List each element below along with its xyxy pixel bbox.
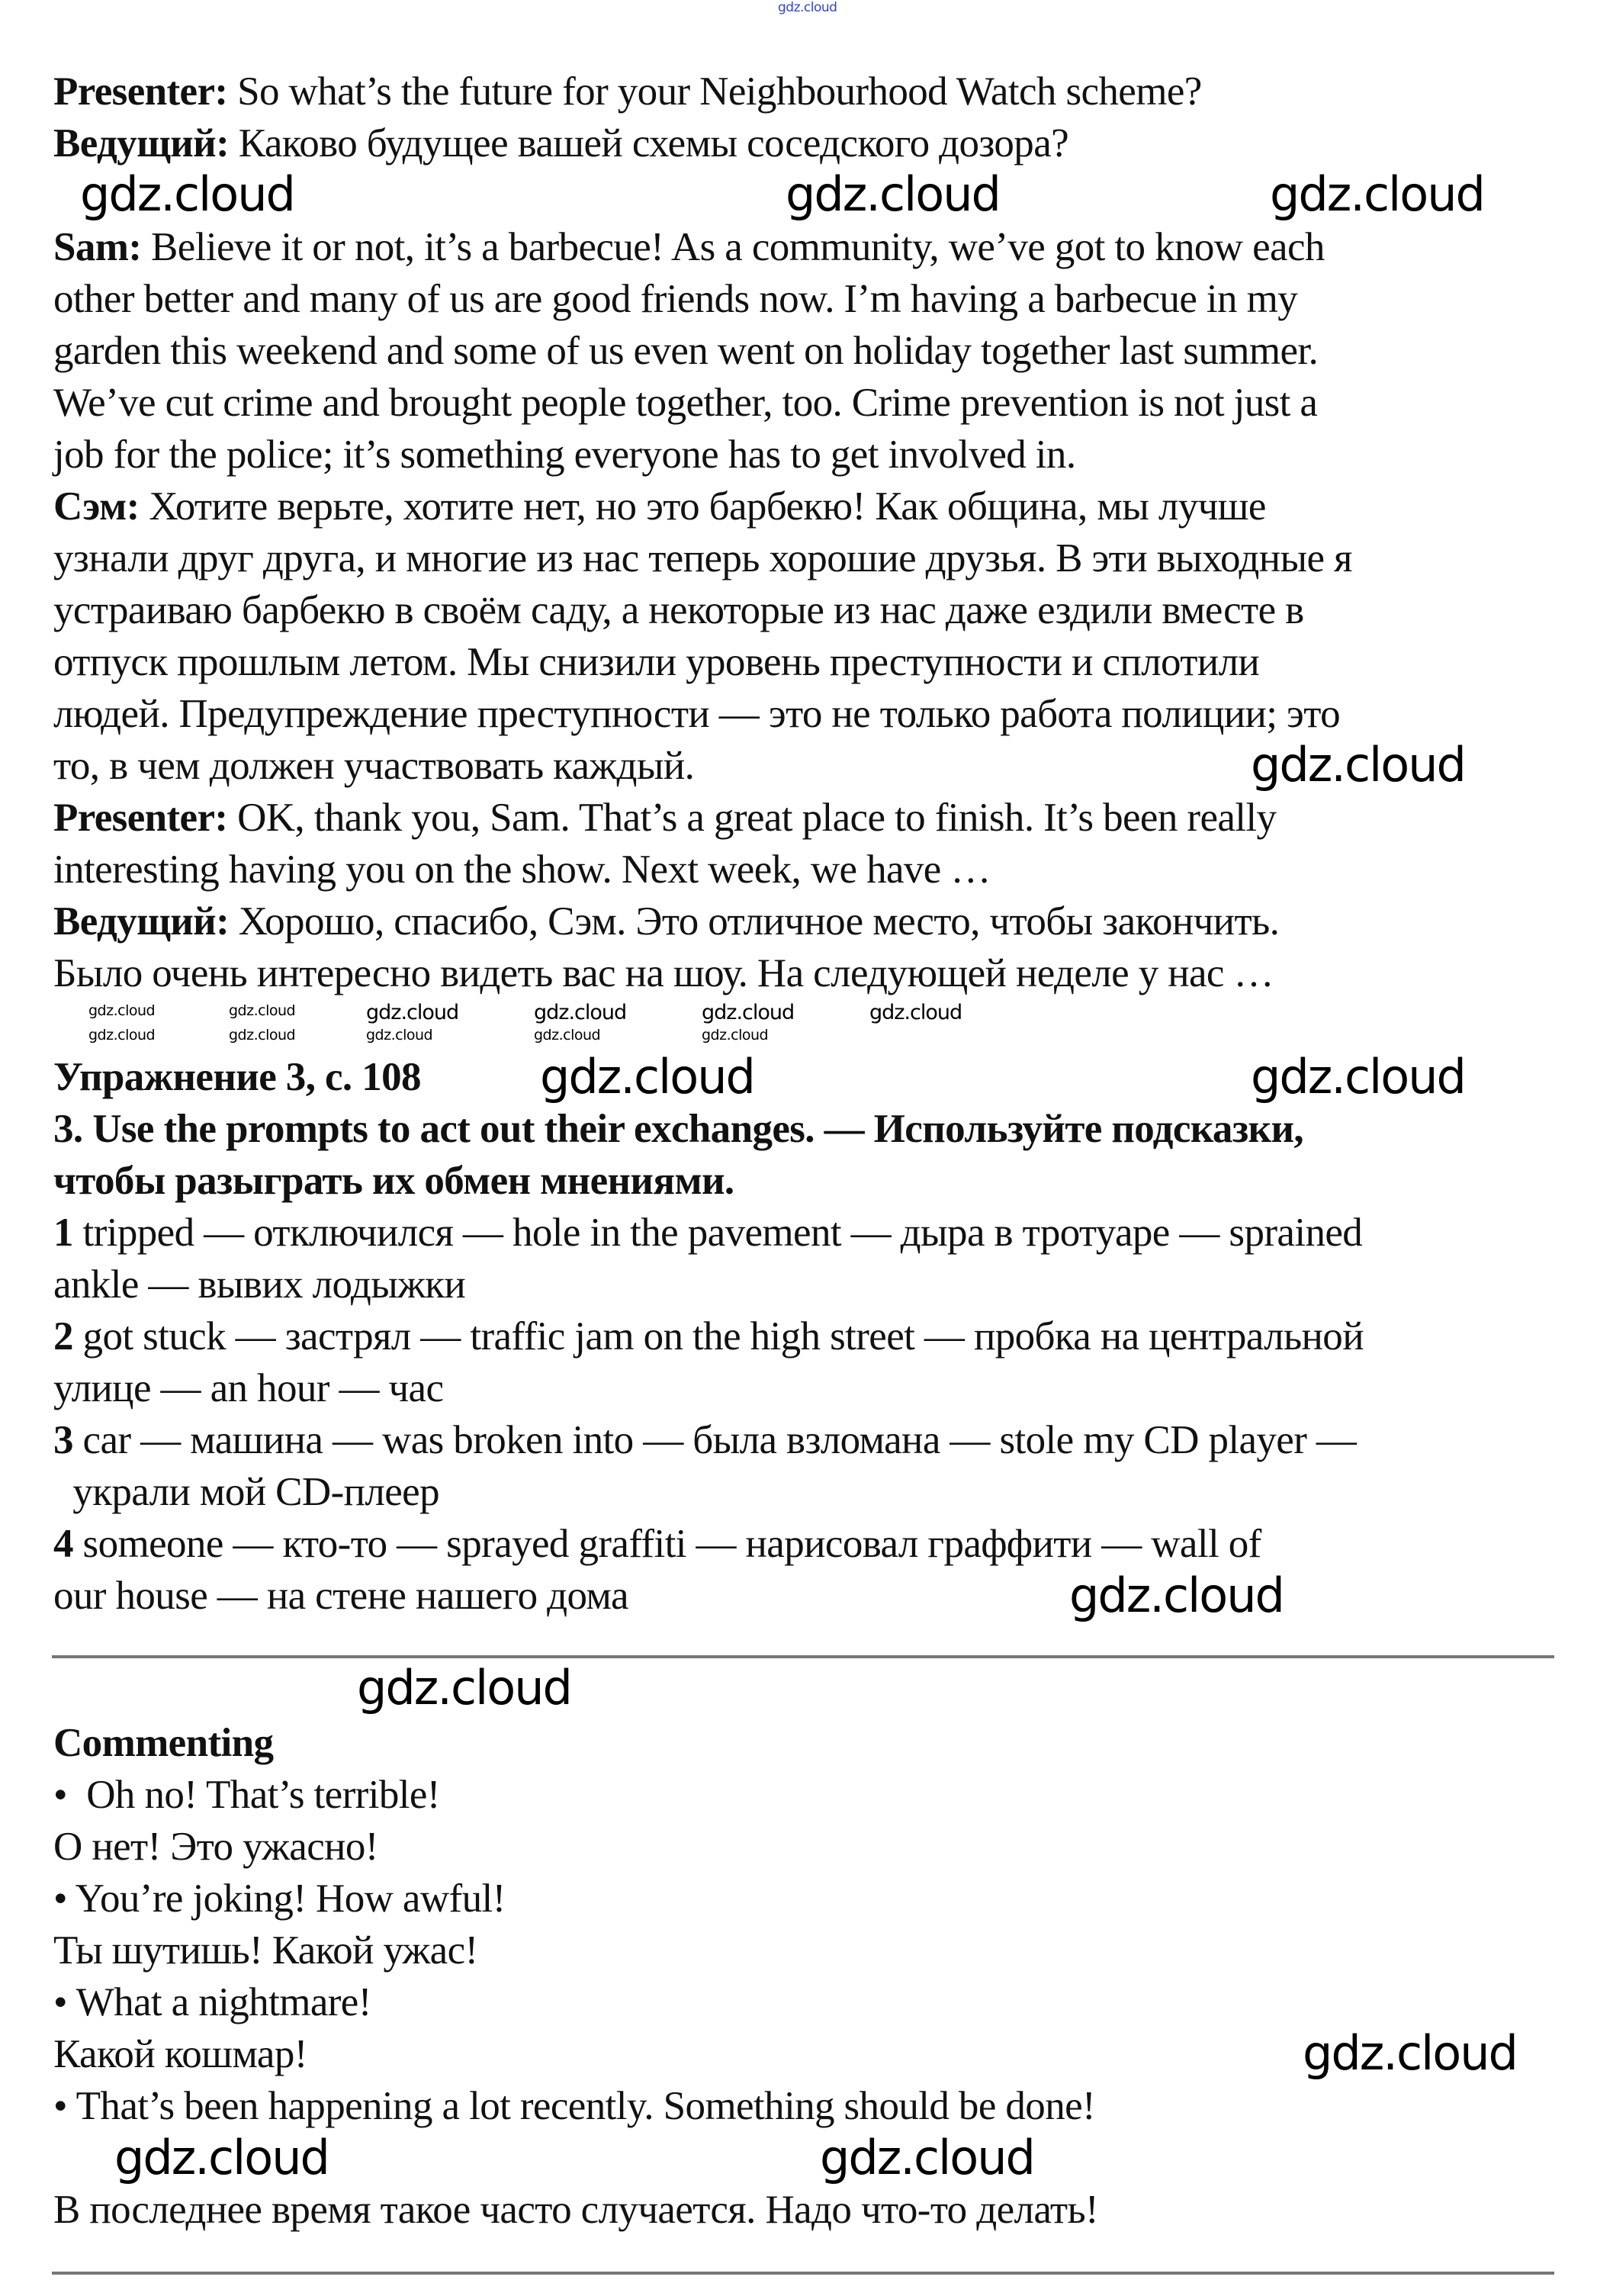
text-line (53, 1925, 478, 1976)
line-text: other better and many of us are good friends now. I’m having a barbecue in my (53, 277, 1298, 321)
watermark: gdz.cloud (88, 1002, 156, 1019)
watermark: gdz.cloud (702, 1001, 795, 1024)
line-text: В последнее время такое часто случается. Надо что-то делать! (53, 2188, 1099, 2232)
line-text: Каково будущее вашей схемы соседского дозора? (229, 121, 1069, 166)
text-line (53, 1155, 734, 1207)
text-line (53, 636, 1259, 688)
line-text: • That’s been happening a lot recently. Something should be done! (53, 2084, 1096, 2128)
watermark: gdz.cloud (1251, 737, 1465, 793)
text-line (53, 1310, 1364, 1362)
text-line (53, 947, 1274, 999)
text-line (53, 325, 1318, 377)
bold-label: Сэм: (53, 484, 140, 529)
text-line (53, 1769, 440, 1821)
bold-label: Ведущий: (53, 121, 230, 166)
text-line (53, 1414, 1356, 1466)
line-text: tripped — отключился — hole in the pavement — дыра в тротуаре — sprained (72, 1211, 1363, 1255)
line-text: We’ve cut crime and brought people together, too. Crime prevention is not just a (53, 381, 1318, 425)
line-text: Хорошо, спасибо, Сэм. Это отличное место, чтобы закончить. (229, 899, 1280, 944)
text-line (53, 1518, 1261, 1570)
line-text: то, в чем должен участвовать каждый. (53, 744, 695, 788)
bold-label: Sam: (53, 225, 142, 269)
line-text: украли мой CD-плеер (53, 1470, 439, 1514)
watermark: gdz.cloud (778, 0, 837, 15)
text-line (53, 481, 1266, 532)
text-line (53, 1207, 1362, 1259)
text-line (53, 584, 1304, 636)
text-line (53, 1821, 378, 1873)
line-text: Ты шутишь! Какой ужас! (53, 1928, 478, 1973)
bold-label: 4 (53, 1522, 73, 1566)
line-text: Хотите верьте, хотите нет, но это барбекю! Как община, мы лучше (139, 484, 1266, 529)
bold-label: Commenting (53, 1721, 274, 1765)
text-line (53, 1259, 465, 1310)
line-text: узнали друг друга, и многие из нас теперь хорошие друзья. В эти выходные я (53, 536, 1352, 580)
line-text: • You’re joking! How awful! (53, 1876, 506, 1921)
text-line (53, 1873, 506, 1925)
bold-label: Ведущий: (53, 899, 230, 944)
text-line (53, 2028, 307, 2080)
bold-label: чтобы разыграть их обмен мнениями. (53, 1159, 734, 1203)
text-line (53, 844, 991, 896)
watermark: gdz.cloud (820, 2130, 1034, 2185)
bold-label: Presenter: (53, 69, 228, 114)
watermark: gdz.cloud (1251, 1049, 1465, 1105)
line-text: someone — кто-то — sprayed graffiti — нарисовал граффити — wall of (72, 1522, 1261, 1566)
text-line (53, 1717, 273, 1769)
bold-label: Presenter: (53, 796, 228, 840)
line-text: OK, thank you, Sam. That’s a great place to finish. It’s been really (227, 796, 1277, 840)
watermark: gdz.cloud (1303, 2025, 1517, 2081)
bold-label: 1 (53, 1211, 73, 1255)
line-text: Believe it or not, it’s a barbecue! As a community, we’ve got to know each (141, 225, 1325, 269)
watermark: gdz.cloud (88, 1027, 156, 1043)
text-line (53, 1976, 371, 2028)
text-line (53, 688, 1340, 740)
line-text: So what’s the future for your Neighbourhood Watch scheme? (227, 69, 1202, 114)
line-text: our house — на стене нашего дома (53, 1574, 628, 1618)
line-text: interesting having you on the show. Next week, we have … (53, 847, 991, 892)
line-text: людей. Предупреждение преступности — это не только работа полиции; это (53, 692, 1340, 736)
bold-label: 3 (53, 1418, 73, 1462)
bold-label: 2 (53, 1314, 73, 1359)
text-line (53, 2184, 1098, 2236)
line-text: job for the police; it’s something everyone has to get involved in. (53, 433, 1076, 477)
text-line (53, 2080, 1095, 2132)
bold-label: 3. Use the prompts to act out their exchanges. — Используйте подсказки, (53, 1107, 1304, 1151)
watermark: gdz.cloud (229, 1027, 296, 1043)
line-text: отпуск прошлым летом. Мы снизили уровень преступности и сплотили (53, 640, 1260, 684)
watermark: gdz.cloud (114, 2130, 329, 2185)
text-line (53, 1362, 443, 1414)
text-line (53, 429, 1075, 481)
text-line (53, 221, 1325, 273)
text-line (53, 792, 1276, 844)
line-text: улице — an hour — час (53, 1366, 444, 1410)
text-line (53, 273, 1297, 325)
line-text: got stuck — застрял — traffic jam on the high street — пробка на центральной (72, 1314, 1364, 1359)
watermark: gdz.cloud (540, 1049, 754, 1105)
watermark: gdz.cloud (80, 166, 294, 222)
text-line (53, 1570, 628, 1622)
watermark: gdz.cloud (357, 1660, 571, 1716)
line-text: ankle — вывих лодыжки (53, 1262, 466, 1307)
text-line (53, 117, 1068, 169)
text-line (53, 740, 694, 792)
line-text: Было очень интересно видеть вас на шоу. На следующей неделе у нас … (53, 951, 1274, 995)
watermark: gdz.cloud (366, 1027, 433, 1043)
text-line (53, 1466, 439, 1518)
watermark: gdz.cloud (229, 1002, 296, 1019)
watermark: gdz.cloud (786, 166, 1000, 222)
watermark: gdz.cloud (534, 1001, 627, 1024)
watermark: gdz.cloud (869, 1001, 962, 1024)
watermark: gdz.cloud (1270, 166, 1484, 222)
line-text: • What a nightmare! (53, 1980, 371, 2024)
watermark: gdz.cloud (366, 1001, 459, 1024)
line-text: О нет! Это ужасно! (53, 1825, 378, 1869)
text-line (53, 377, 1317, 429)
line-text: Какой кошмар! (53, 2032, 307, 2076)
watermark: gdz.cloud (702, 1027, 769, 1043)
line-text: garden this weekend and some of us even went on holiday together last summer. (53, 329, 1319, 373)
text-line (53, 896, 1279, 947)
text-line (53, 532, 1352, 584)
bold-label: Упражнение 3, с. 108 (53, 1055, 421, 1099)
line-text: • Oh no! That’s terrible! (53, 1773, 440, 1817)
line-text: car — машина — was broken into — была взломана — stole my CD player — (72, 1418, 1357, 1462)
text-line (53, 1103, 1303, 1155)
line-text: устраиваю барбекю в своём саду, а некоторые из нас даже ездили вместе в (53, 588, 1304, 632)
watermark: gdz.cloud (534, 1027, 601, 1043)
text-line (53, 66, 1202, 117)
divider (52, 1655, 1554, 1658)
watermark: gdz.cloud (1069, 1568, 1284, 1623)
text-line (53, 1051, 421, 1103)
divider (52, 2272, 1554, 2275)
